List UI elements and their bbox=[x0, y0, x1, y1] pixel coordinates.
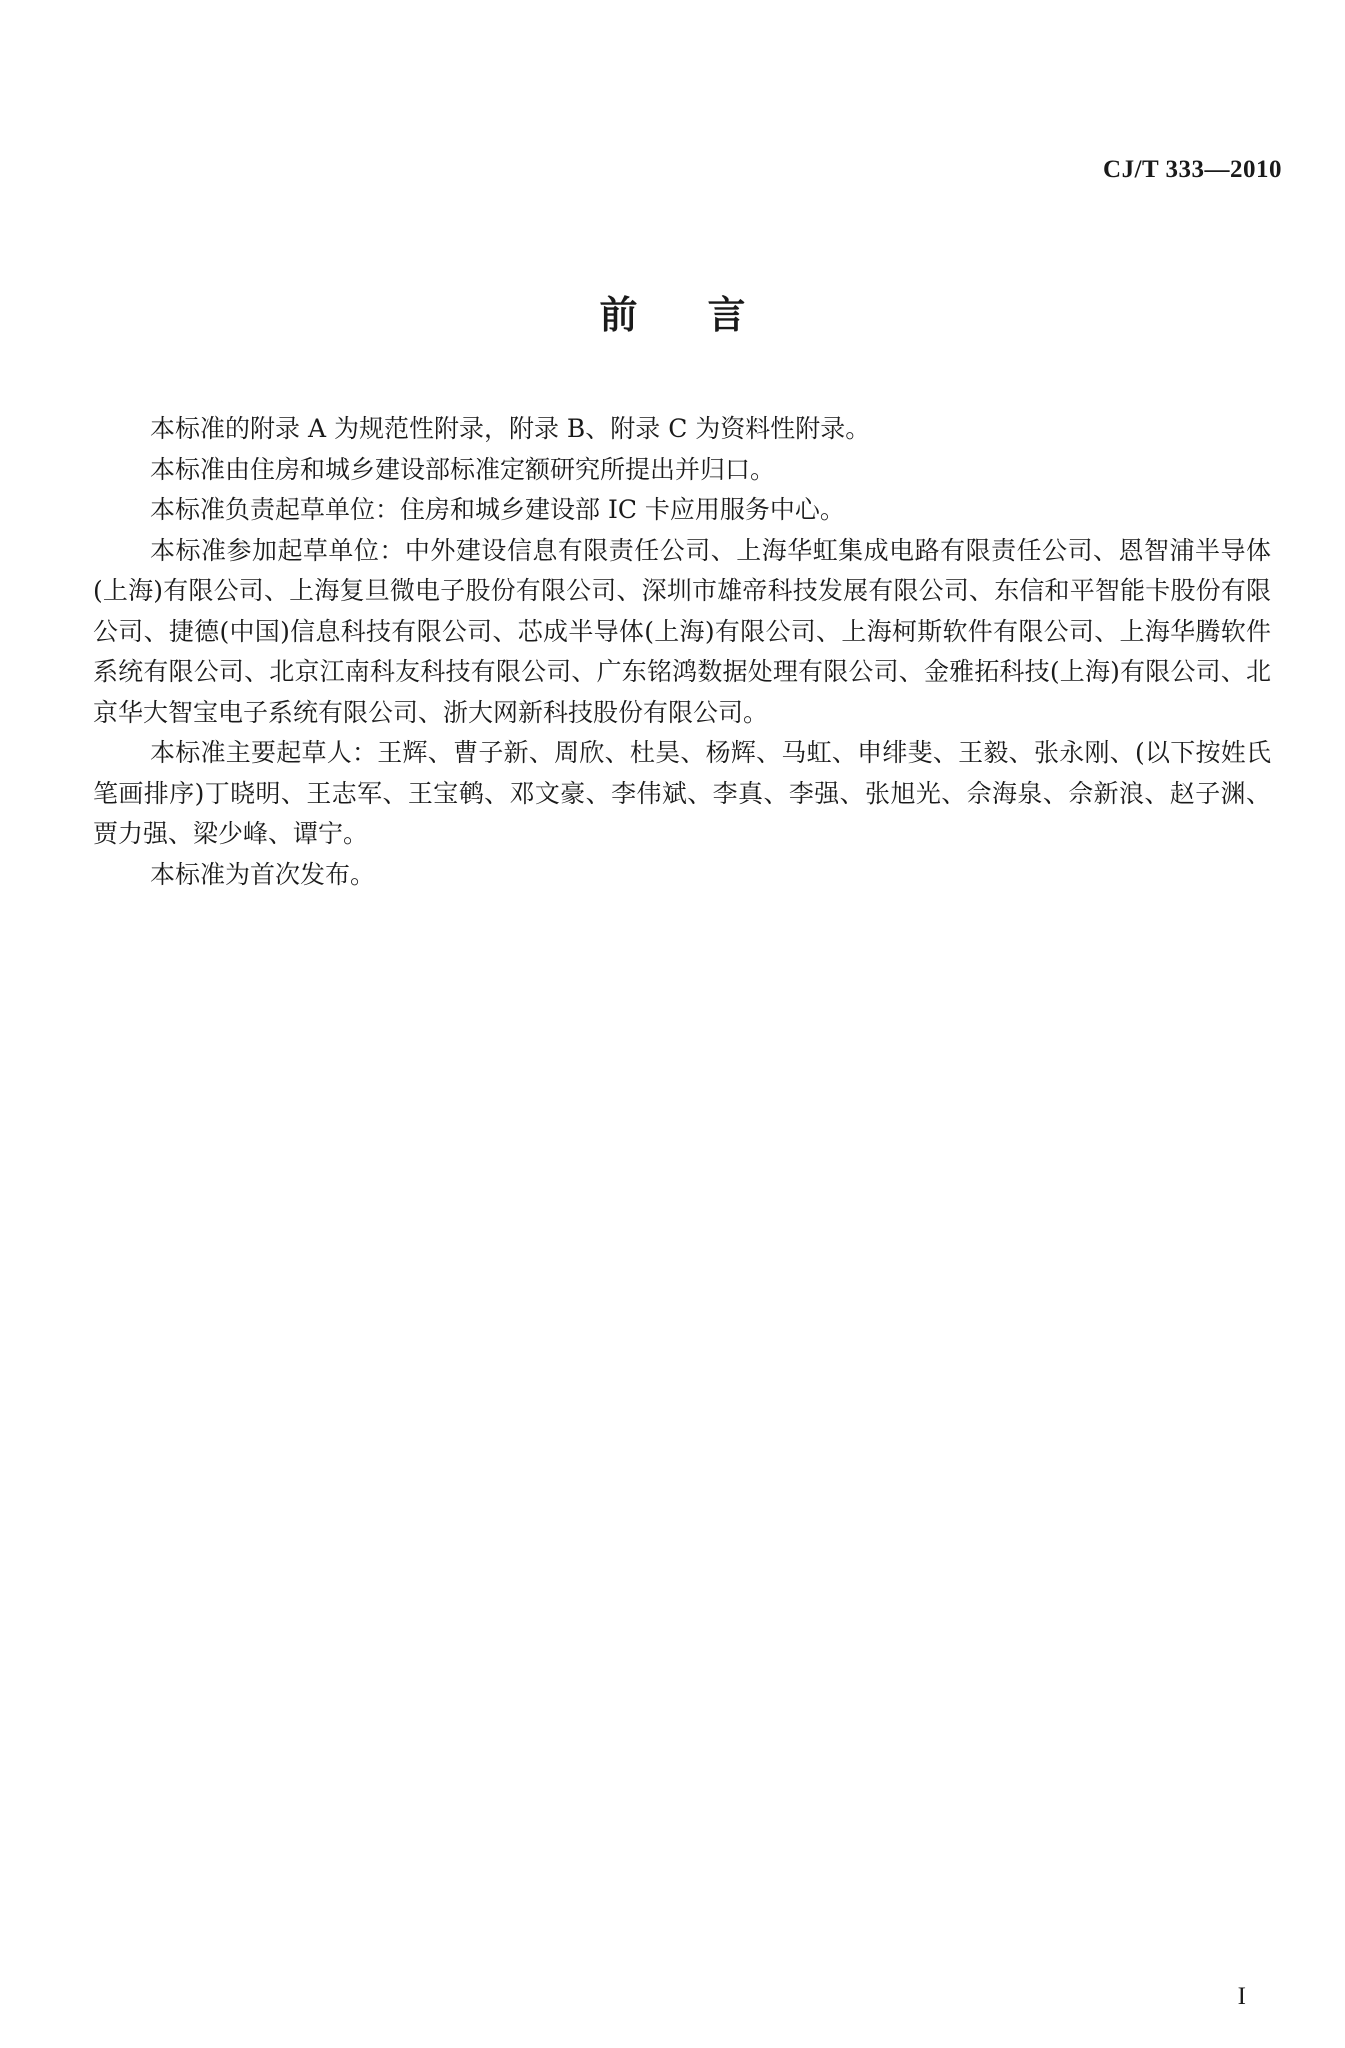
paragraph-participating-drafters: 本标准参加起草单位：中外建设信息有限责任公司、上海华虹集成电路有限责任公司、恩智浦半导体(上海)有限公司、上海复旦微电子股份有限公司、深圳市雄帝科技发展有限公司、东信和平智能卡股份有限公司、捷德(中国)信息科技有限公司、芯成半导体(上海)有限公司、上海柯斯软件有限公司、上海华腾软件系统有限公司、北京江南科友科技有限公司、广东铭鸿数据处理有限公司、金雅拓科技(上海)有限公司、北京华大智宝电子系统有限公司、浙大网新科技股份有限公司。 bbox=[93, 535, 1271, 727]
page-number: I bbox=[1237, 1983, 1246, 2010]
paragraph-proposer: 本标准由住房和城乡建设部标准定额研究所提出并归口。 bbox=[150, 454, 776, 484]
page-title: 前言 bbox=[599, 293, 816, 337]
paragraph-first-release: 本标准为首次发布。 bbox=[150, 859, 376, 889]
paragraph-appendix: 本标准的附录 A 为规范性附录，附录 B、附录 C 为资料性附录。 bbox=[150, 414, 871, 443]
foreword-body bbox=[93, 409, 1271, 895]
paragraph-main-drafters: 本标准主要起草人：王辉、曹子新、周欣、杜昊、杨辉、马虹、申绯斐、王毅、张永刚、(以下按姓氏笔画排序)丁晓明、王志军、王宝鹌、邓文豪、李伟斌、李真、李强、张旭光、佘海泉、佘新浪、赵子渊、贾力强、梁少峰、谭宁。 bbox=[93, 738, 1271, 848]
document-code: CJ/T 333—2010 bbox=[1103, 156, 1282, 183]
paragraph-responsible-drafter: 本标准负责起草单位：住房和城乡建设部 IC 卡应用服务中心。 bbox=[150, 495, 845, 524]
